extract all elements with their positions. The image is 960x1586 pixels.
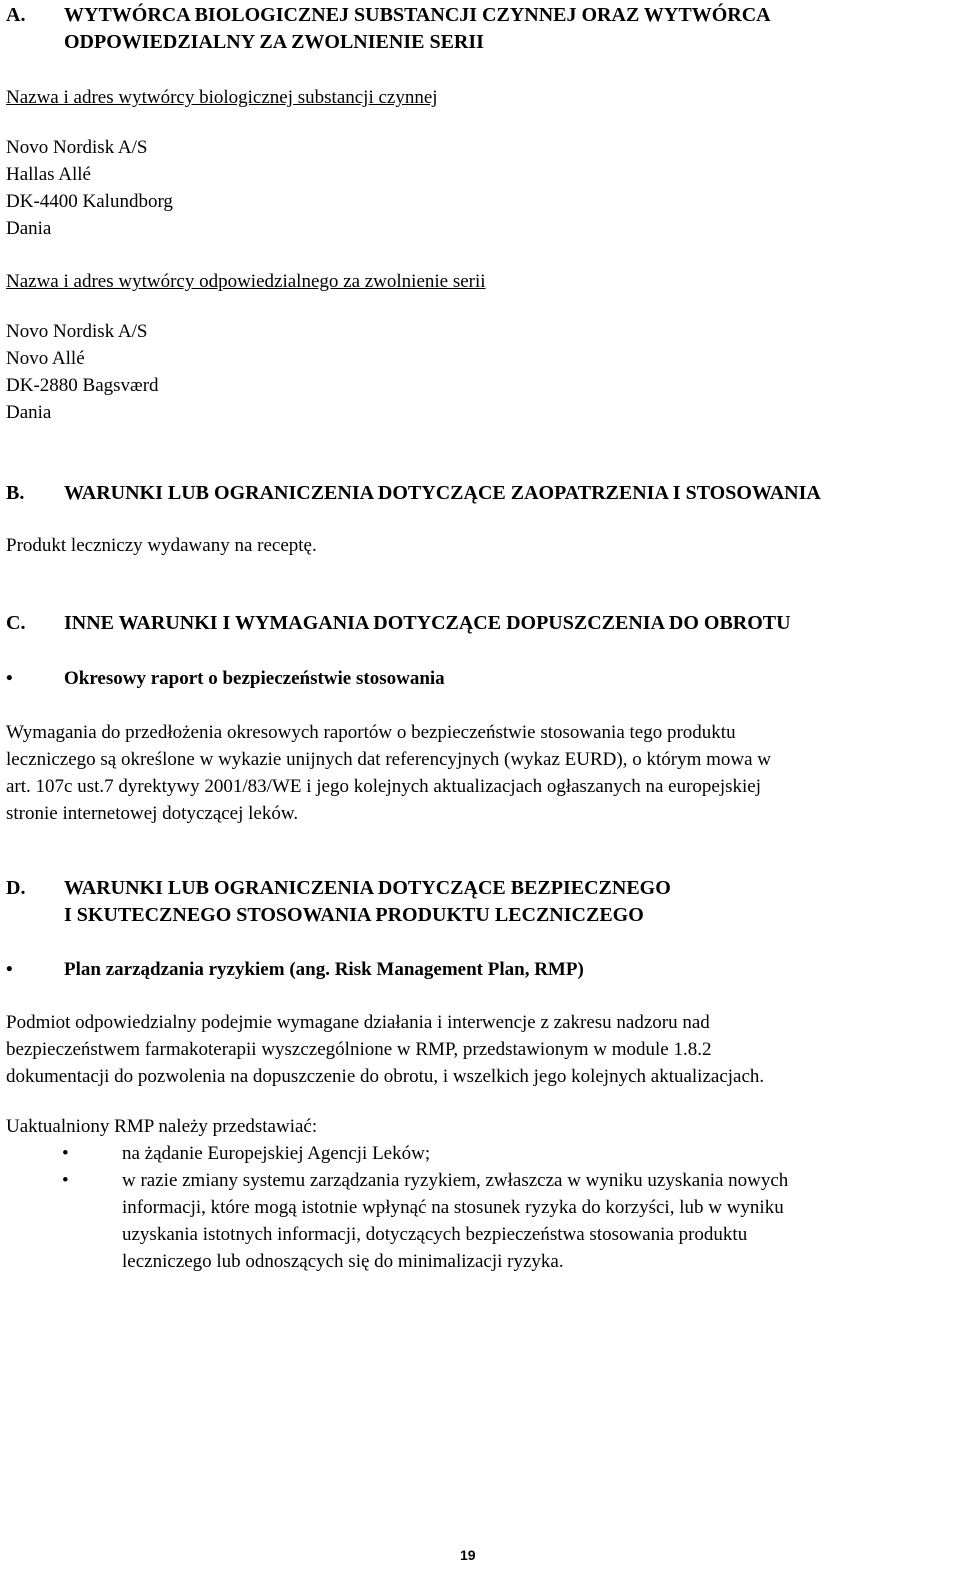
- address-line: DK-4400 Kalundborg: [6, 191, 173, 212]
- section-c-letter: C.: [6, 612, 26, 634]
- section-d-title-line2: I SKUTECZNEGO STOSOWANIA PRODUKTU LECZNICZEGO: [64, 904, 644, 926]
- bullet-icon: •: [6, 668, 13, 689]
- section-c-title: INNE WARUNKI I WYMAGANIA DOTYCZĄCE DOPUSZCZENIA DO OBROTU: [64, 612, 791, 634]
- section-c-heading: [6, 610, 954, 637]
- section-b-heading: [6, 480, 954, 507]
- page-number: 19: [460, 1547, 476, 1563]
- section-b-title: WARUNKI LUB OGRANICZENIA DOTYCZĄCE ZAOPATRZENIA I STOSOWANIA: [64, 482, 821, 504]
- section-d-heading: [6, 875, 954, 929]
- section-a-letter: A.: [6, 4, 26, 26]
- list-item-line: uzyskania istotnych informacji, dotyczących bezpieczeństwa stosowania produktu: [122, 1224, 748, 1245]
- list-item-line: na żądanie Europejskiej Agencji Leków;: [122, 1143, 431, 1164]
- bullet-icon: •: [62, 1143, 69, 1164]
- active-substance-manufacturer-address: [6, 134, 954, 242]
- rmp-subheading-text: Plan zarządzania ryzykiem (ang. Risk Management Plan, RMP): [64, 959, 584, 980]
- section-a-title-line2: ODPOWIEDZIALNY ZA ZWOLNIENIE SERII: [64, 31, 484, 53]
- rmp-update-intro: Uaktualniony RMP należy przedstawiać:: [6, 1116, 318, 1137]
- address-line: Dania: [6, 218, 52, 239]
- paragraph-line: bezpieczeństwem farmakoterapii wyszczególnione w RMP, przedstawionym w module 1.8.2: [6, 1039, 712, 1060]
- list-item: [6, 1167, 954, 1275]
- list-item-line: w razie zmiany systemu zarządzania ryzykiem, zwłaszcza w wyniku uzyskania nowych: [122, 1170, 789, 1191]
- rmp-subheading: [6, 956, 954, 983]
- list-item: [6, 1140, 954, 1167]
- list-item-line: leczniczego lub odnoszących się do minimalizacji ryzyka.: [122, 1251, 564, 1272]
- address-line: Novo Allé: [6, 348, 85, 369]
- paragraph-line: stronie internetowej dotyczącej leków.: [6, 803, 299, 824]
- psur-paragraph: [6, 719, 954, 827]
- paragraph-line: leczniczego są określone w wykazie unijnych dat referencyjnych (wykaz EURD), o którym mowa w: [6, 749, 772, 770]
- address-line: Dania: [6, 402, 52, 423]
- paragraph-line: Wymagania do przedłożenia okresowych raportów o bezpieczeństwie stosowania tego produktu: [6, 722, 736, 743]
- address-line: DK-2880 Bagsværd: [6, 375, 159, 396]
- section-b-letter: B.: [6, 482, 25, 504]
- psur-subheading-text: Okresowy raport o bezpieczeństwie stosowania: [64, 668, 445, 689]
- section-d-letter: D.: [6, 877, 26, 899]
- section-a-title-line1: WYTWÓRCA BIOLOGICZNEJ SUBSTANCJI CZYNNEJ ORAZ WYTWÓRCA: [64, 4, 771, 26]
- psur-subheading: [6, 665, 954, 692]
- batch-release-manufacturer-label: Nazwa i adres wytwórcy odpowiedzialnego za zwolnienie serii: [6, 271, 486, 292]
- bullet-icon: •: [62, 1170, 69, 1191]
- rmp-update-list: [6, 1140, 954, 1275]
- section-a-heading: [6, 2, 954, 56]
- list-item-line: informacji, które mogą istotnie wpłynąć na stosunek ryzyka do korzyści, lub w wyniku: [122, 1197, 784, 1218]
- address-line: Hallas Allé: [6, 164, 91, 185]
- rmp-paragraph: [6, 1009, 954, 1090]
- batch-release-manufacturer-address: [6, 318, 954, 426]
- paragraph-line: Podmiot odpowiedzialny podejmie wymagane działania i interwencje z zakresu nadzoru nad: [6, 1012, 710, 1033]
- prescription-status-text: Produkt leczniczy wydawany na receptę.: [6, 535, 317, 556]
- paragraph-line: dokumentacji do pozwolenia na dopuszczenie do obrotu, i wszelkich jego kolejnych aktualizacjach.: [6, 1066, 765, 1087]
- address-line: Novo Nordisk A/S: [6, 137, 148, 158]
- active-substance-manufacturer-label: Nazwa i adres wytwórcy biologicznej substancji czynnej: [6, 87, 438, 108]
- bullet-icon: •: [6, 959, 13, 980]
- address-line: Novo Nordisk A/S: [6, 321, 148, 342]
- paragraph-line: art. 107c ust.7 dyrektywy 2001/83/WE i jego kolejnych aktualizacjach ogłaszanych na europejskiej: [6, 776, 762, 797]
- section-d-title-line1: WARUNKI LUB OGRANICZENIA DOTYCZĄCE BEZPIECZNEGO: [64, 877, 671, 899]
